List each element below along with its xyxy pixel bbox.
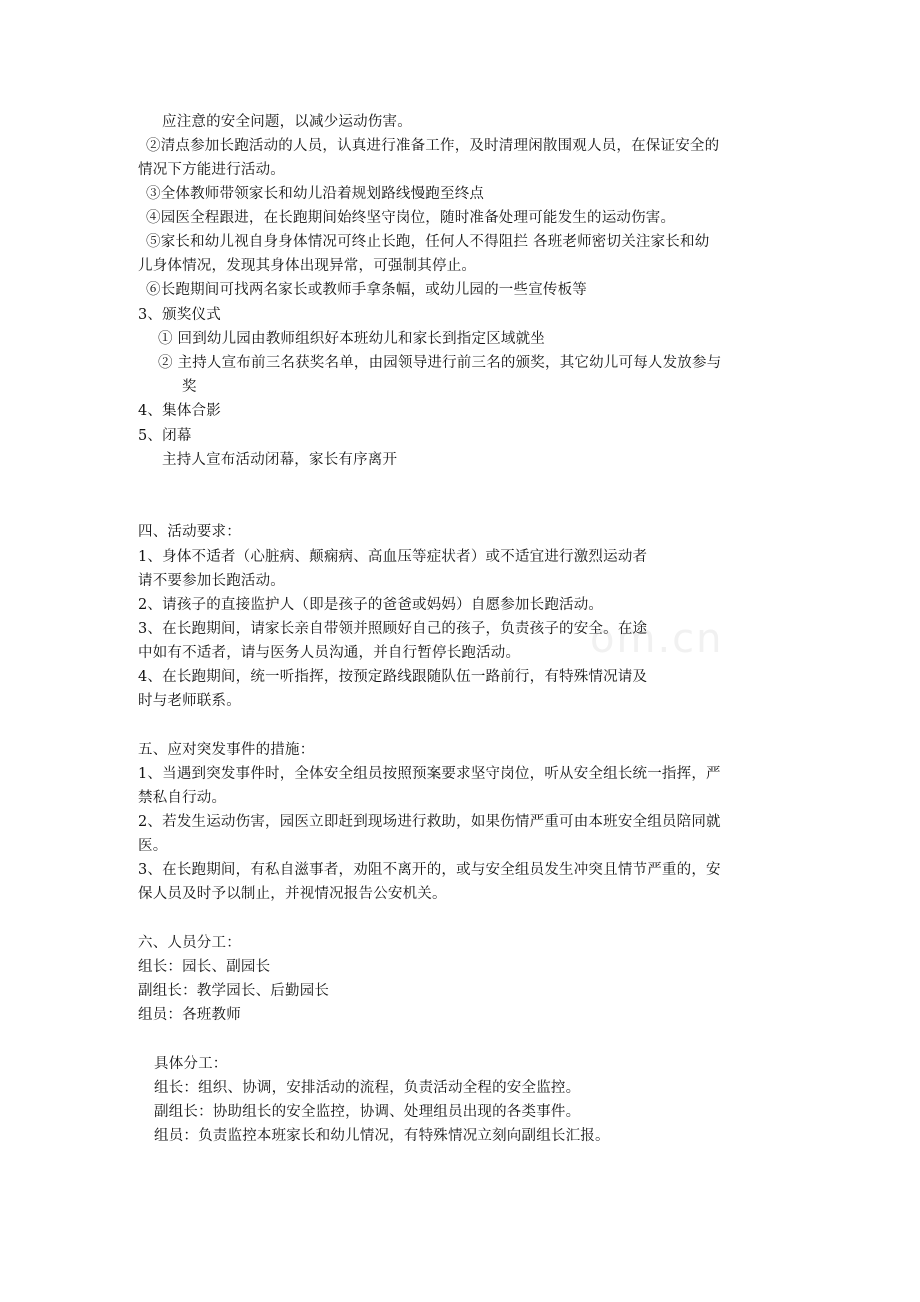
section-heading: 5、闭幕 bbox=[138, 428, 192, 444]
section-heading: 六、人员分工： bbox=[138, 935, 241, 951]
text-line: 应注意的安全问题，以减少运动伤害。 bbox=[162, 114, 412, 130]
text-line: 情况下方能进行活动。 bbox=[138, 162, 285, 178]
text-line: 3、在长跑期间，有私自滋事者，劝阻不离开的，或与安全组员发生冲突且情节严重的，安 bbox=[138, 862, 721, 878]
subsection-heading: 具体分工： bbox=[154, 1056, 228, 1072]
text-line: 保人员及时予以制止，并视情况报告公安机关。 bbox=[138, 886, 447, 902]
text-line: 1、当遇到突发事件时，全体安全组员按照预案要求坚守岗位，听从安全组长统一指挥，严 bbox=[138, 766, 721, 782]
section-heading: 4、集体合影 bbox=[138, 403, 221, 419]
text-line: 2、若发生运动伤害，园医立即赶到现场进行救助，如果伤情严重可由本班安全组员陪同就 bbox=[138, 814, 721, 830]
text-line: 组长：园长、副园长 bbox=[138, 959, 271, 975]
text-line: 副组长：教学园长、后勤园长 bbox=[138, 983, 330, 999]
text-line: 禁私自行动。 bbox=[138, 790, 227, 806]
section-heading: 四、活动要求： bbox=[138, 524, 241, 540]
text-line: 组员：负责监控本班家长和幼儿情况，有特殊情况立刻向副组长汇报。 bbox=[154, 1128, 610, 1144]
text-line: ⑥长跑期间可找两名家长或教师手拿条幅，或幼儿园的一些宣传板等 bbox=[146, 282, 587, 298]
text-line: 组长：组织、协调，安排活动的流程，负责活动全程的安全监控。 bbox=[154, 1080, 581, 1096]
text-line: 请不要参加长跑活动。 bbox=[138, 573, 285, 589]
text-line: 时与老师联系。 bbox=[138, 693, 241, 709]
text-line: 主持人宣布活动闭幕，家长有序离开 bbox=[162, 452, 398, 468]
text-line: 组员：各班教师 bbox=[138, 1007, 241, 1023]
section-heading: 3、颁奖仪式 bbox=[138, 307, 221, 323]
text-line: 3、在长跑期间，请家长亲自带领并照顾好自己的孩子，负责孩子的安全。在途 bbox=[138, 621, 648, 637]
text-line: 1、身体不适者（心脏病、颠痫病、高血压等症状者）或不适宜进行激烈运动者 bbox=[138, 549, 648, 565]
text-line: 奖 bbox=[182, 379, 197, 395]
text-line: 中如有不适者，请与医务人员沟通，并自行暂停长跑活动。 bbox=[138, 645, 521, 661]
text-line: 2、请孩子的直接监护人（即是孩子的爸爸或妈妈）自愿参加长跑活动。 bbox=[138, 597, 604, 613]
text-line: 医。 bbox=[138, 838, 168, 854]
watermark: om.cn bbox=[590, 616, 724, 662]
list-item: ② 主持人宣布前三名获奖名单，由园领导进行前三名的颁奖，其它幼儿可每人发放参与 bbox=[158, 355, 722, 371]
text-line: 儿身体情况，发现其身体出现异常，可强制其停止。 bbox=[138, 258, 477, 274]
text-line: ③全体教师带领家长和幼儿沿着规划路线慢跑至终点 bbox=[146, 186, 485, 202]
list-item: ① 回到幼儿园由教师组织好本班幼儿和家长到指定区域就坐 bbox=[158, 331, 546, 347]
text-line: ⑤家长和幼儿视自身身体情况可终止长跑，任何人不得阻拦 各班老师密切关注家长和幼 bbox=[146, 234, 710, 250]
text-line: 4、在长跑期间，统一听指挥，按预定路线跟随队伍一路前行，有特殊情况请及 bbox=[138, 669, 648, 685]
text-line: 副组长：协助组长的安全监控，协调、处理组员出现的各类事件。 bbox=[154, 1104, 581, 1120]
text-line: ②清点参加长跑活动的人员，认真进行准备工作，及时清理闲散围观人员，在保证安全的 bbox=[146, 138, 720, 154]
text-line: ④园医全程跟进，在长跑期间始终坚守岗位，随时准备处理可能发生的运动伤害。 bbox=[146, 210, 676, 226]
section-heading: 五、应对突发事件的措施： bbox=[138, 742, 315, 758]
